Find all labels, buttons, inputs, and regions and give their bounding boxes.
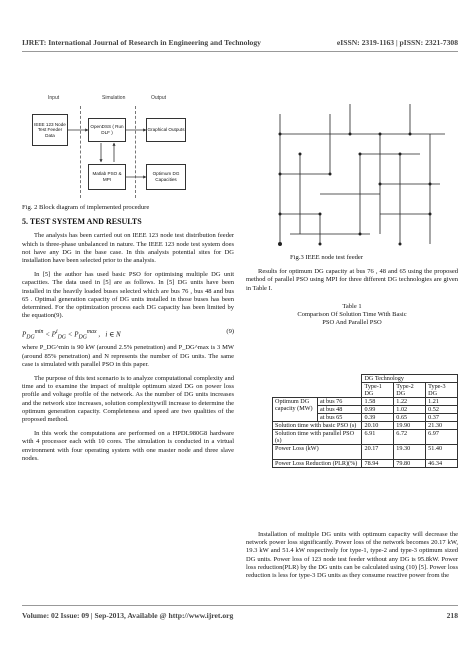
diagram-output-label: Output [151,95,167,101]
cell: 78.94 [362,460,394,468]
table-subtitle: PSO And Parallel PSO [322,319,382,327]
ieee-123-node-feeder-diagram [260,94,456,254]
optimum-dg-box: Optimum DG Capacities [146,164,186,190]
table-row [273,422,458,430]
cell: 1.02 [394,406,426,414]
row-label: Optimum DG capacity (MW) [273,398,318,422]
cell: 6.91 [362,430,394,445]
page-number: 218 [446,611,458,620]
results-table [272,374,458,468]
table-row [273,445,458,460]
paragraph: The purpose of this test scenario is to analyze computational complexity and time and to examine the impact of multiple optimum sized DG on power loss profile and voltage profile of the network. As the number of DG units increases and the network size increases, solution complexitywill increase to determine the optimum generation capacity. Completeness and speed are two qualities of the proposed method. [22,375,234,424]
table-row [273,375,458,383]
row-label: Solution time with parallel PSO (s) [273,430,362,445]
cell: 0.37 [426,414,458,422]
paragraph: Installation of multiple DG units with optimum capacity will decrease the network power loss significantly. Power loss of the network becomes 20.17 kW, 19.3 kW and 51.4 kW respectively for type-1, type-2 and type-3 optimum sized DG units. Power loss of 123 node test feeder without any DG is 95.8kW. Power loss reduction(PLR) by the DG units can be calculated using (10) [5]. Power loss reduction is less for type-3 DG units as they consume reactive power from the [246,531,458,580]
cell: 51.40 [426,445,458,460]
paragraph: Results for optimum DG capacity at bus 76 , 48 and 65 using the proposed method of parallel PSO using MPI for three different DG technologies are given in Table I. [246,268,458,292]
right-column [246,254,458,327]
row-label: Power Loss (kW) [273,445,362,460]
journal-header [22,38,458,47]
diagram-simulation-label: Simulation [102,95,126,101]
diagram-input-label: Input [48,95,60,101]
cell: 1.21 [426,398,458,406]
footer-rule [22,605,458,606]
table-row [273,398,458,406]
right-column-lower [246,531,458,586]
column-header: Type-3 DG [426,383,458,398]
paragraph: The analysis has been carried out on IEEE 123 node test distribution feeder which is three-phase unbalanced in nature. The IEEE 123 node test system does not have any DG in the base case. In this analysis potential sites for DG installation have been selected prior to the analysis. [22,232,234,265]
cell: 6.72 [394,430,426,445]
cell: 21.30 [426,422,458,430]
graphical-outputs-box: Graphical Outputs [146,118,186,142]
journal-title: IJRET: International Journal of Research in Engineering and Technology [22,38,261,47]
bus-label: at bus 76 [318,398,362,406]
block-diagram [28,92,218,202]
paragraph: In this work the computations are performed on a HPDL980G8 hardware with 4 processor each with 10 cores. The simulation is conducted in a virtual environment with four operating system with one master node and three slave nodes. [22,430,234,462]
left-column [22,204,234,469]
cell: 79.80 [394,460,426,468]
group-header: DG Technology [362,375,458,383]
column-header: Type-1 DG [362,383,394,398]
bus-label: at bus 48 [318,406,362,414]
input-data-box: IEEE 123 Node Test Feeder Data [32,114,68,146]
cell: 19.90 [394,422,426,430]
cell: 1.22 [394,398,426,406]
equation-9: $P_{DG}^{min} < P^i_{DG} < P_{DG}^{max}$ , i ∈ N (9) [22,328,234,342]
header-rule [22,51,458,52]
table-subtitle: Comparison Of Solution Time With Basic [297,311,407,319]
table-title: Table 1 [342,302,362,310]
cell: 46.34 [426,460,458,468]
issn: eISSN: 2319-1163 | pISSN: 2321-7308 [336,38,458,47]
row-label: Power Loss Reduction (PLR)(%) [273,460,362,468]
bus-label: at bus 65 [318,414,362,422]
equation-number: (9) [226,328,234,336]
table-row [273,383,458,398]
cell: 0.39 [362,414,394,422]
cell: 0.52 [426,406,458,414]
fig3-caption: Fig.3 IEEE node test feeder [290,254,364,261]
cell: 19.30 [394,445,426,460]
cell: 0.99 [362,406,394,414]
cell: 1.58 [362,398,394,406]
fig2-caption: Fig. 2 Block diagram of implemented procedure [22,204,150,211]
table-row [273,430,458,445]
footer-text: Volume: 02 Issue: 09 | Sep-2013, Available @ http://www.ijret.org [22,611,234,620]
cell: 0.65 [394,414,426,422]
cell: 20.10 [362,422,394,430]
paragraph: where P_DG^min is 90 kW (around 2.5% penetration) and P_DG^max is 3 MW (around 85% penetration) and N represents the number of DG units. The same case is simulated with parallel PSO in this paper. [22,344,234,368]
cell: 6.97 [426,430,458,445]
section-title: 5. TEST SYSTEM AND RESULTS [22,217,142,227]
opendss-box: OpenDSS ( Run DLF ) [88,118,126,142]
row-label: Solution time with basic PSO (s) [273,422,362,430]
paragraph: In [5] the author has used basic PSO for optimising multiple DG unit capacities. The data used in [5] are as follows. In [5] DG units have been installed in the heavily loaded buses selected which are bus 76 , bus 48 and bus 65 . Optimal generation capacity of DG units installed in those buses has been determined. For the optimization process each DG capacity has been limited by the equation(9). [22,271,234,320]
column-header: Type-2 DG [394,383,426,398]
table-row [273,460,458,468]
footer [22,611,458,620]
cell: 20.17 [362,445,394,460]
matlab-box: Matlab PSO & MPI [88,164,126,190]
